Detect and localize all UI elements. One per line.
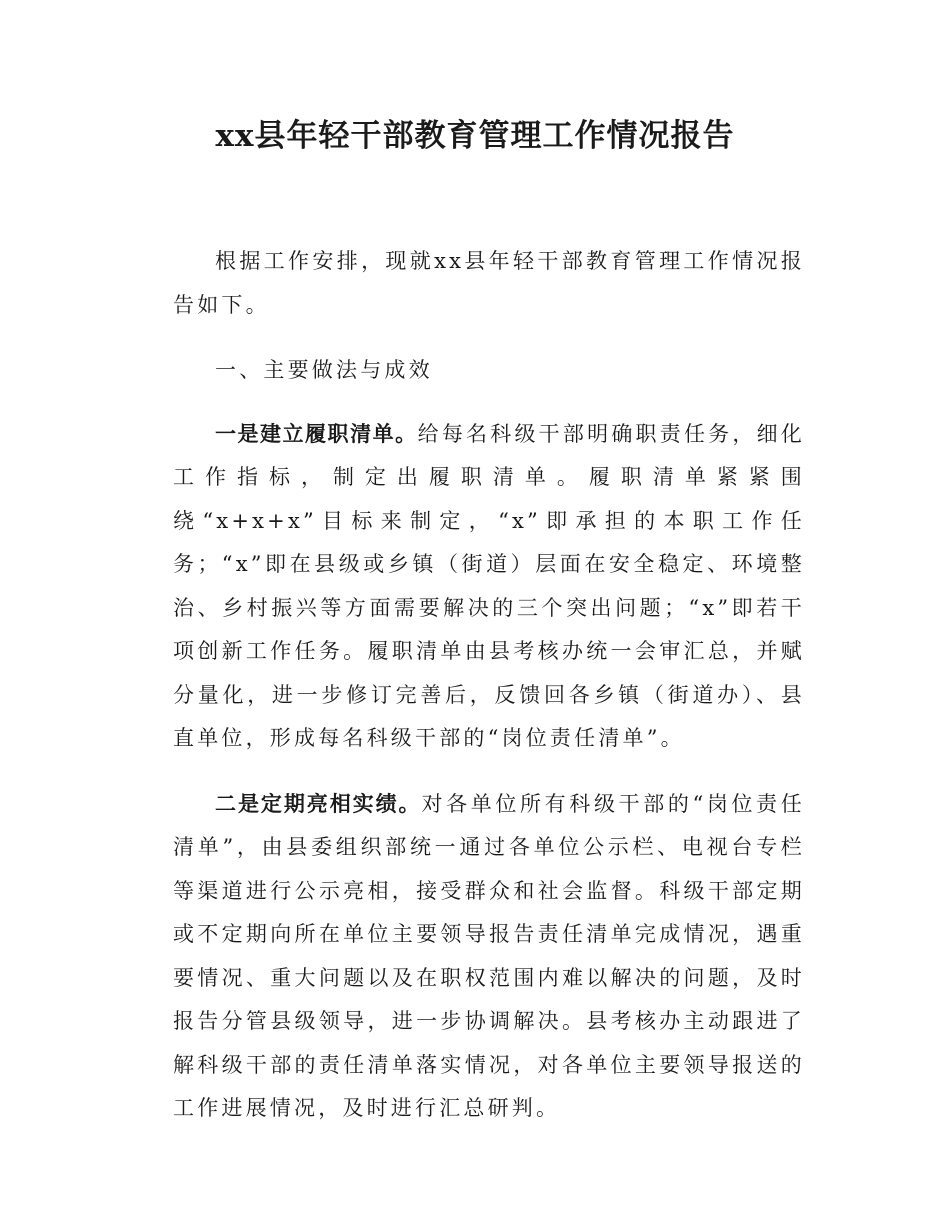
point-lead-2: 二是定期亮相实绩。 <box>215 791 422 816</box>
section-heading: 一、主要做法与成效 <box>215 358 433 382</box>
page-title: xx县年轻干部教育管理工作情况报告 <box>215 118 735 154</box>
point-text-2: 对各单位所有科级干部的“岗位责任清单”，由县委组织部统一通过各单位公示栏、电视台专栏等渠道进行公示亮相，接受群众和社会监督。科级干部定期或不定期向所在单位主要领导报告责任清单完成情况，遇重要情况、重大问题以及在职权范围内难以解决的问题，及时报告分管县级领导，进一步协调解决。县考核办主动跟进了解科级干部的责任清单落实情况，对各单位主要领导报送的工作进展情况，及时进行汇总研判。 <box>173 791 806 1120</box>
intro-paragraph: 根据工作安排，现就xx县年轻干部教育管理工作情况报告如下。 <box>173 249 805 317</box>
point-lead-1: 一是建立履职清单。 <box>215 421 418 446</box>
point-text-1: 给每名科级干部明确职责任务，细化工作指标，制定出履职清单。履职清单紧紧围绕“x+x+x”目标来制定，“x”即承担的本职工作任务；“x”即在县级或乡镇（街道）层面在安全稳定、环境整治、乡村振兴等方面需要解决的三个突出问题；“x”即若干项创新工作任务。履职清单由县考核办统一会审汇总，并赋分量化，进一步修订完善后，反馈回各乡镇（街道办）、县直单位，形成每名科级干部的“岗位责任清单”。 <box>173 421 806 750</box>
document-body <box>173 240 805 1153</box>
point-paragraph-2 <box>173 783 805 1131</box>
point-paragraph-1 <box>173 413 805 761</box>
